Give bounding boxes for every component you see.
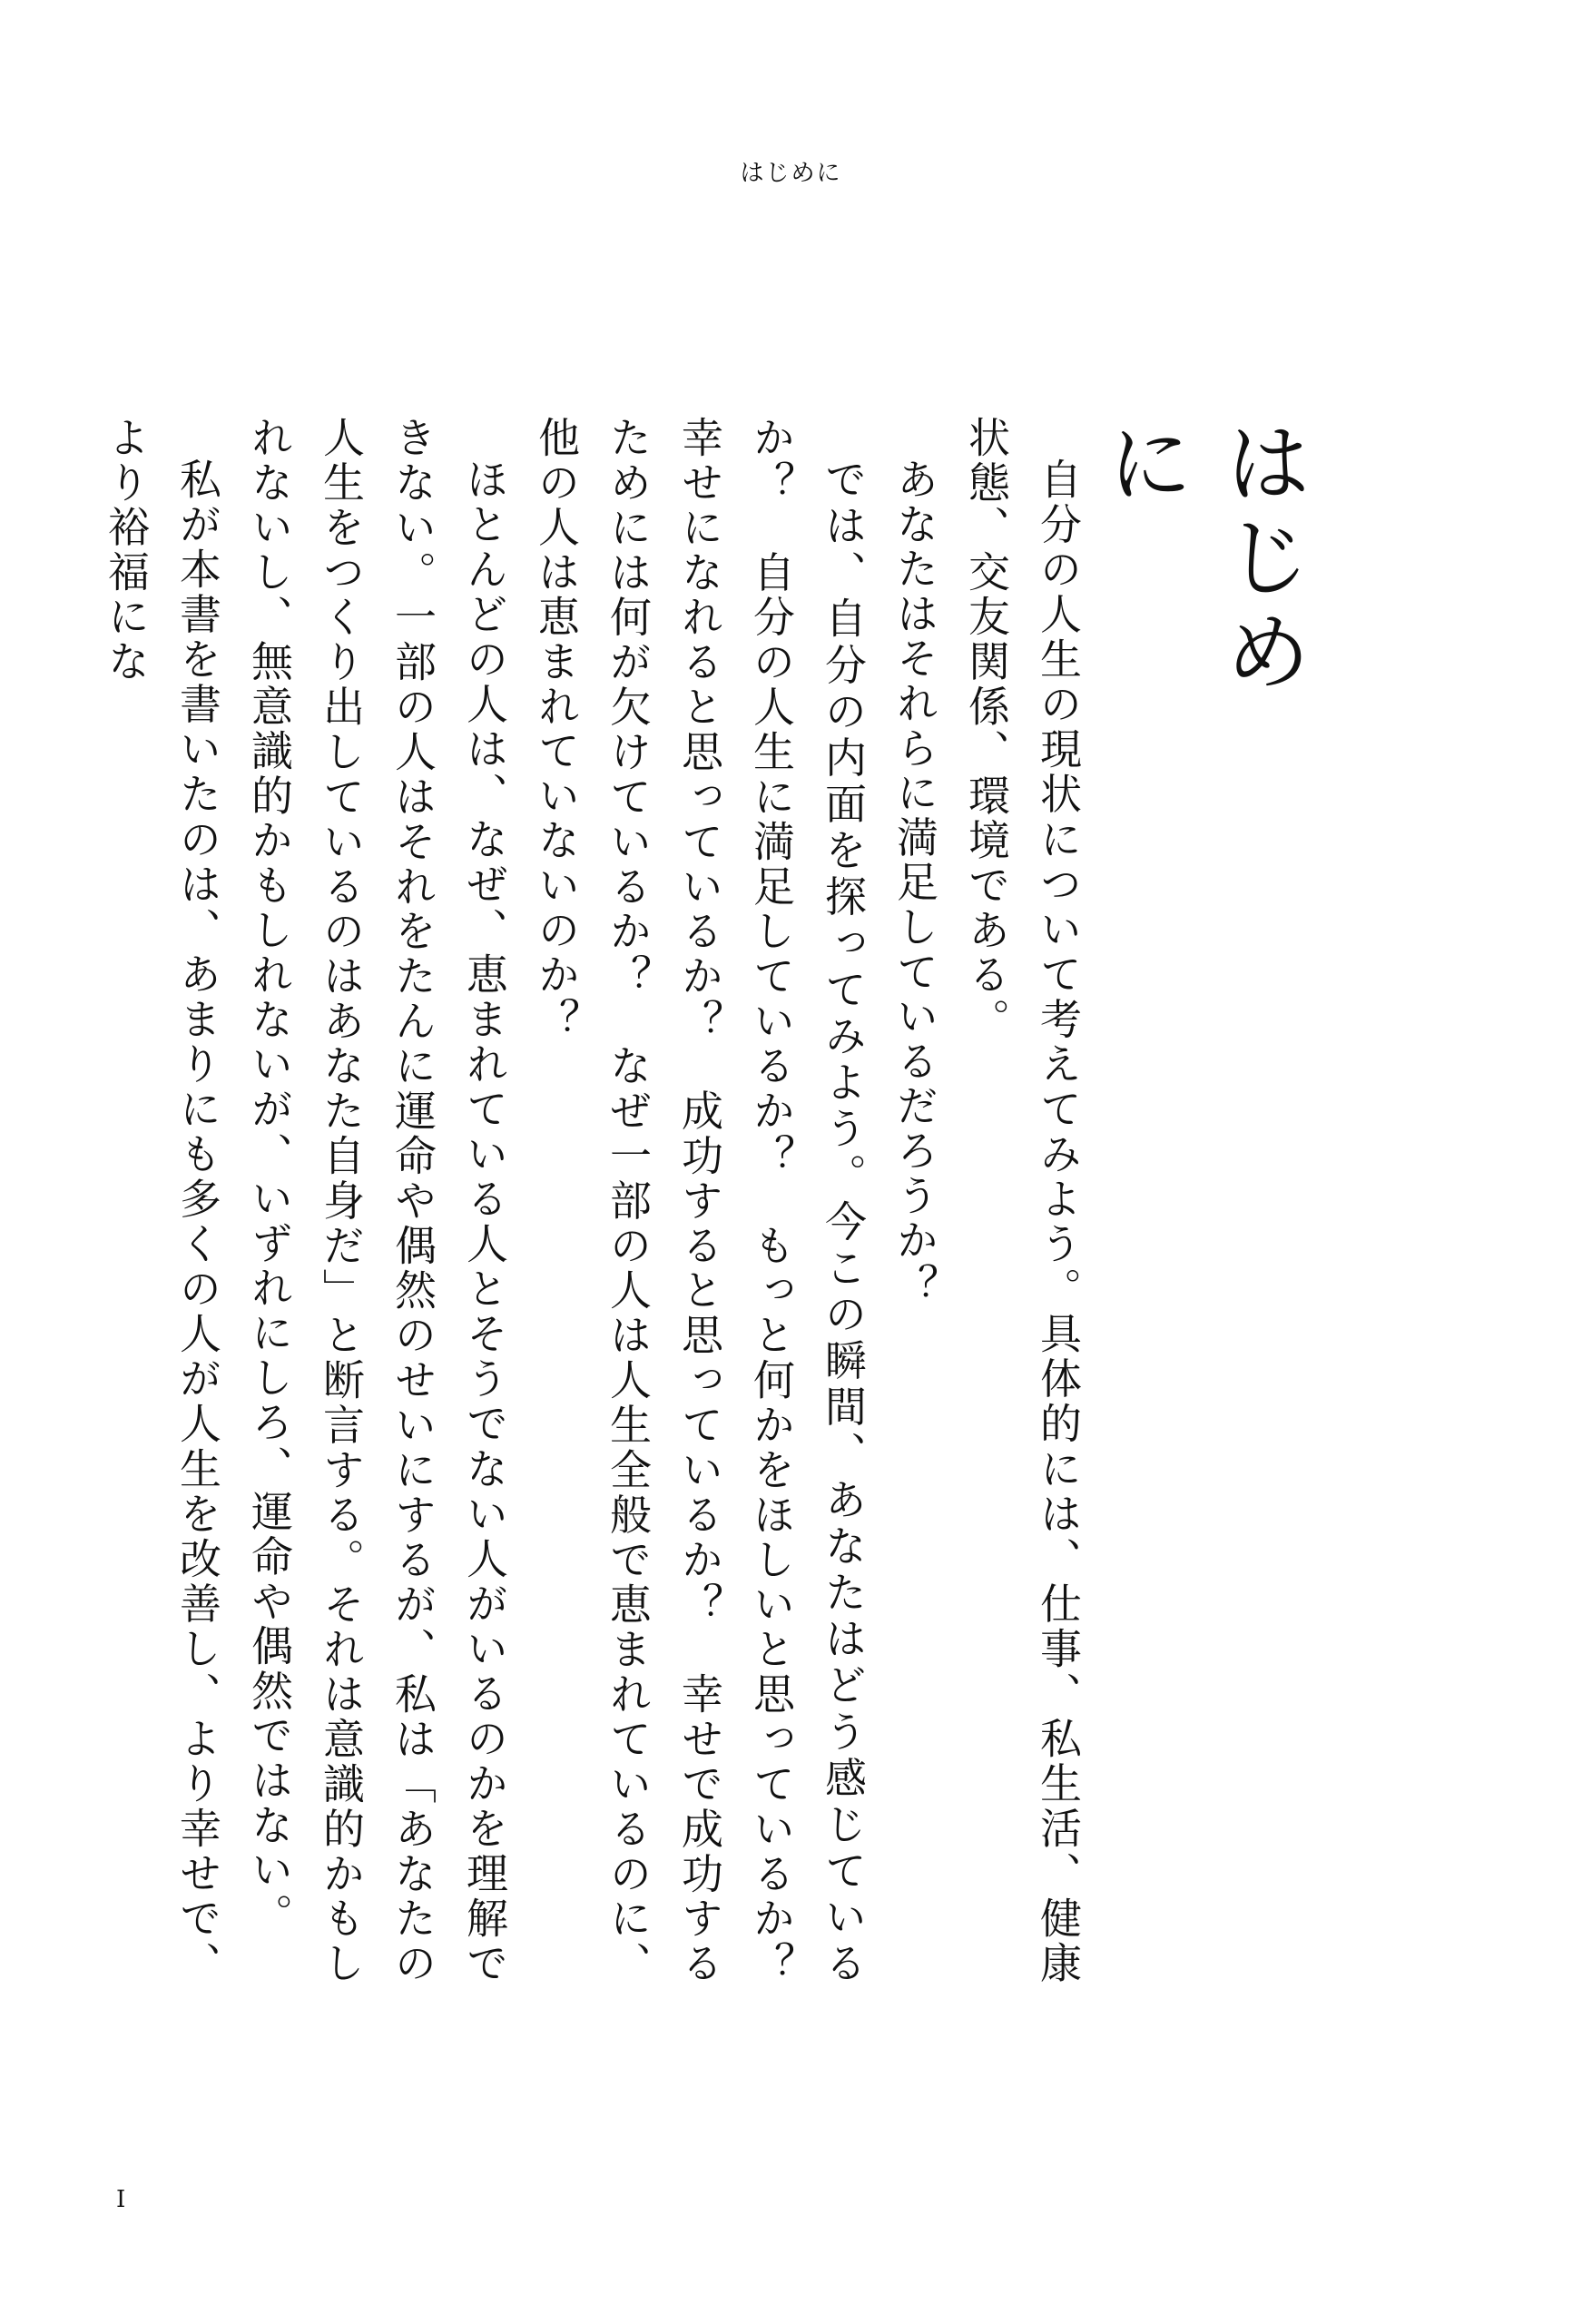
paragraph: ほとんどの人は、なぜ、恵まれている人とそうでない人がいるのかを理解できない。一部の人はそれをたんに運命や偶然のせいにするが、私は「あなたの人生をつくり出しているのはあなた自身だ」と断言する。それは意識的かもしれないし、無意識的かもしれないが、いずれにしろ、運命や偶然ではない。 — [245, 416, 509, 1986]
chapter-title: はじめに — [1093, 418, 1312, 701]
paragraph: あなたはそれらに満足しているだろうか？ — [890, 458, 939, 1308]
page-number: I — [116, 2186, 126, 2213]
paragraph: 自分の人生の現状について考えてみよう。具体的には、仕事、私生活、健康状態、交友関係、環境である。 — [962, 416, 1083, 1986]
paragraph: では、自分の内面を探ってみよう。今この瞬間、あなたはどう感じているか？ 自分の人生に満足しているか？ もっと何かをほしいと思っているか？ 幸せになれると思っているか？ 成功すると思っているか？ 幸せで成功するためには何が欠けているか？ なぜ一部の人は人生全般で恵まれているのに、他の人は恵まれていないのか？ — [532, 416, 868, 2032]
running-head: はじめに — [740, 160, 842, 187]
paragraph: 私が本書を書いたのは、あまりにも多くの人が人生を改善し、より幸せで、より裕福にな — [102, 416, 222, 1986]
body-text — [102, 416, 1094, 2032]
